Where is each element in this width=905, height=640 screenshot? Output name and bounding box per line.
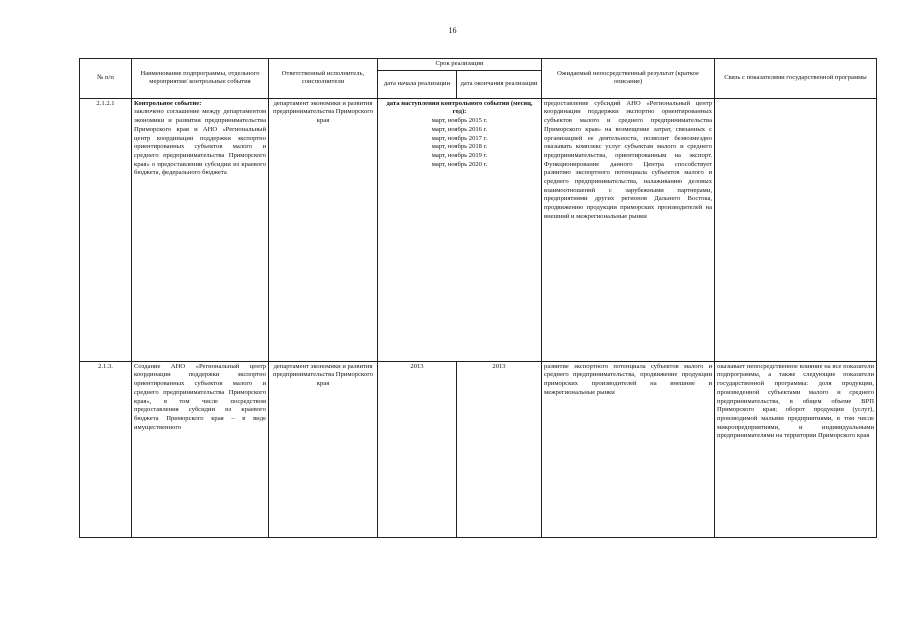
table-row — [80, 98, 877, 361]
period-date: март, ноябрь 2020 г. — [431, 160, 488, 168]
control-event-title: Контрольное событие: — [134, 99, 202, 107]
header-number: № п/п — [80, 59, 132, 99]
row-result: предоставление субсидий АНО «Региональный центр координации поддержки экспортно ориентированных субъектов малого и среднего предпринимательства Приморского края» на возмещение затрат, связанных с организацией ее деятельности, позволит безвозмездно оказывать комплекс услуг субъектам малого и среднего предпринимательства, ориентированным на экспорт. Функционирование данного Центра способствует развитию экспортного потенциала субъектов малого и среднего предпринимательства, налаживанию деловых взаимоотношений с зарубежными партнерами, предприятиями других регионов Дальнего Востока, продвижению продукции приморских производителей на внешний и межрегиональные рынки — [542, 98, 715, 361]
row-link — [715, 98, 877, 361]
header-row-top — [80, 59, 877, 71]
program-table — [79, 58, 877, 538]
table-row — [80, 361, 877, 537]
row-responsible: департамент экономики и развития предпринимательства Приморского края — [269, 361, 378, 537]
row-responsible: департамент экономики и развития предпринимательства Приморского края — [269, 98, 378, 361]
row-end-date: 2013 — [457, 361, 542, 537]
row-result: развитие экспортного потенциала субъектов малого и среднего предпринимательства, продвижение продукции приморских производителей на внешние и межрегиональные рынки — [542, 361, 715, 537]
header-responsible: Ответственный исполнитель, соисполнители — [269, 59, 378, 99]
header-start-date: дата начала реализации — [378, 70, 457, 98]
header-result: Ожидаемый непосредственный результат (краткое описание) — [542, 59, 715, 99]
period-date: март, ноябрь 2016 г. — [431, 125, 488, 133]
page-number: 16 — [448, 26, 457, 35]
row-link: оказывает непосредственное влияние на все показатели подпрограммы, а также следующие показатели государственной программы: доля продукции, произведенной субъектами малого и среднего предпринимательства, в общем объеме ВРП Приморского края; оборот продукции (услуг), производимой малыми предприятиями, в том числе микропредприятиями, и индивидуальными предпринимателями на территории Приморского края — [715, 361, 877, 537]
period-date: март, ноябрь 2017 г. — [431, 134, 488, 142]
row-period-cell — [378, 98, 542, 361]
period-date: март, ноябрь 2019 г. — [431, 151, 488, 159]
row-number: 2.1.2.1 — [80, 98, 132, 361]
period-date: март, ноябрь 2018 г. — [431, 143, 488, 151]
row-start-date: 2013 — [378, 361, 457, 537]
row-name-text: Создание АНО «Региональный центр координации поддержки экспортно ориентированных субъектов малого и среднего предпринимательства Приморского края», в том числе посредством предоставления субсидии из краевого бюджета Приморского края – в виде имущественного — [132, 361, 269, 537]
header-end-date: дата окончания реализации — [457, 70, 542, 98]
row-name-cell — [132, 98, 269, 361]
row-name-text: заключено соглашение между департаментом экономики и развития предпринимательства Приморского края и АНО «Региональный центр координации поддержки экспортно ориентированных субъектов малого и среднего предпринимательства Приморского края» о предоставлении субсидии из краевого бюджета, федерального бюджета — [134, 108, 266, 177]
header-period: Срок реализации — [378, 59, 542, 71]
header-link: Связь с показателями государственной программы — [715, 59, 877, 99]
period-title: дата наступления контрольного события (месяц, год): — [386, 99, 533, 116]
row-number: 2.1.3. — [80, 361, 132, 537]
period-date: март, ноябрь 2015 г. — [431, 117, 488, 125]
header-name: Наименование подпрограммы, отдельного мероприятия/ контрольные события — [132, 59, 269, 99]
